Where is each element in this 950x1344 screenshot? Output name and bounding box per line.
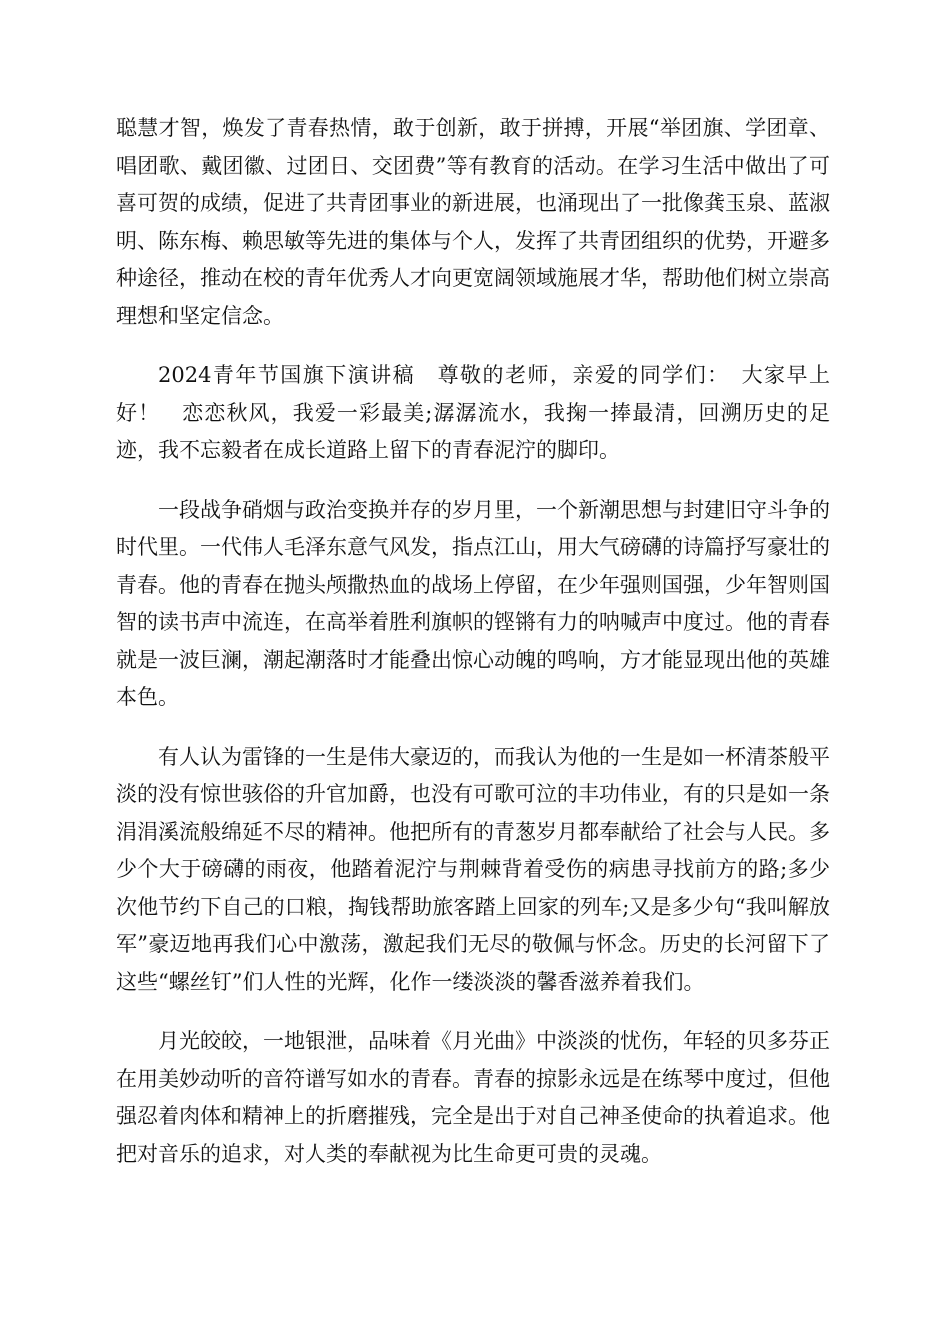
- paragraph-mao-zedong: 一段战争硝烟与政治变换并存的岁月里，一个新潮思想与封建旧守斗争的时代里。一代伟人毛泽东意气风发，指点江山，用大气磅礴的诗篇抒写豪壮的青春。他的青春在抛头颅撒热血的战场上停留，在少年强则国强，少年智则国智的读书声中流连，在高举着胜利旗帜的铿锵有力的呐喊声中度过。他的青春就是一波巨澜，潮起潮落时才能叠出惊心动魄的鸣响，方才能显现出他的英雄本色。: [116, 497, 830, 709]
- document-page: [116, 110, 830, 1195]
- paragraph-beethoven: 月光皎皎，一地银泄，品味着《月光曲》中淡淡的忧伤，年轻的贝多芬正在用美妙动听的音符谱写如水的青春。青春的掠影永远是在练琴中度过，但他强忍着肉体和精神上的折磨摧残，完全是出于对自己神圣使命的执着追求。他把对音乐的追求，对人类的奉献视为比生命更可贵的灵魂。: [116, 1029, 830, 1166]
- paragraph-continuation: 聪慧才智，焕发了青春热情，敢于创新，敢于拼搏，开展“举团旗、学团章、唱团歌、戴团徽、过团日、交团费”等有教育的活动。在学习生活中做出了可喜可贺的成绩，促进了共青团事业的新进展，也涌现出了一批像龚玉泉、蓝淑明、陈东梅、赖思敏等先进的集体与个人，发挥了共青团组织的优势，开避多种途径，推动在校的青年优秀人才向更宽阔领域施展才华，帮助他们树立崇高理想和坚定信念。: [116, 116, 830, 328]
- paragraph-speech-opening: 2024青年节国旗下演讲稿 尊敬的老师，亲爱的同学们： 大家早上好！ 恋恋秋风，我爱一彩最美;潺潺流水，我掬一捧最清，回溯历史的足迹，我不忘毅者在成长道路上留下的青春泥泞的脚印。: [116, 363, 830, 462]
- paragraph-lei-feng: 有人认为雷锋的一生是伟大豪迈的，而我认为他的一生是如一杯清茶般平淡的没有惊世骇俗的升官加爵，也没有可歌可泣的丰功伟业，有的只是如一条涓涓溪流般绵延不尽的精神。他把所有的青葱岁月都奉献给了社会与人民。多少个大于磅礴的雨夜，他踏着泥泞与荆棘背着受伤的病患寻找前方的路;多少次他节约下自己的口粮，掏钱帮助旅客踏上回家的列车;又是多少句“我叫解放军”豪迈地再我们心中激荡，激起我们无尽的敬佩与怀念。历史的长河留下了这些“螺丝钉”们人性的光辉，化作一缕淡淡的馨香滋养着我们。: [116, 744, 830, 994]
